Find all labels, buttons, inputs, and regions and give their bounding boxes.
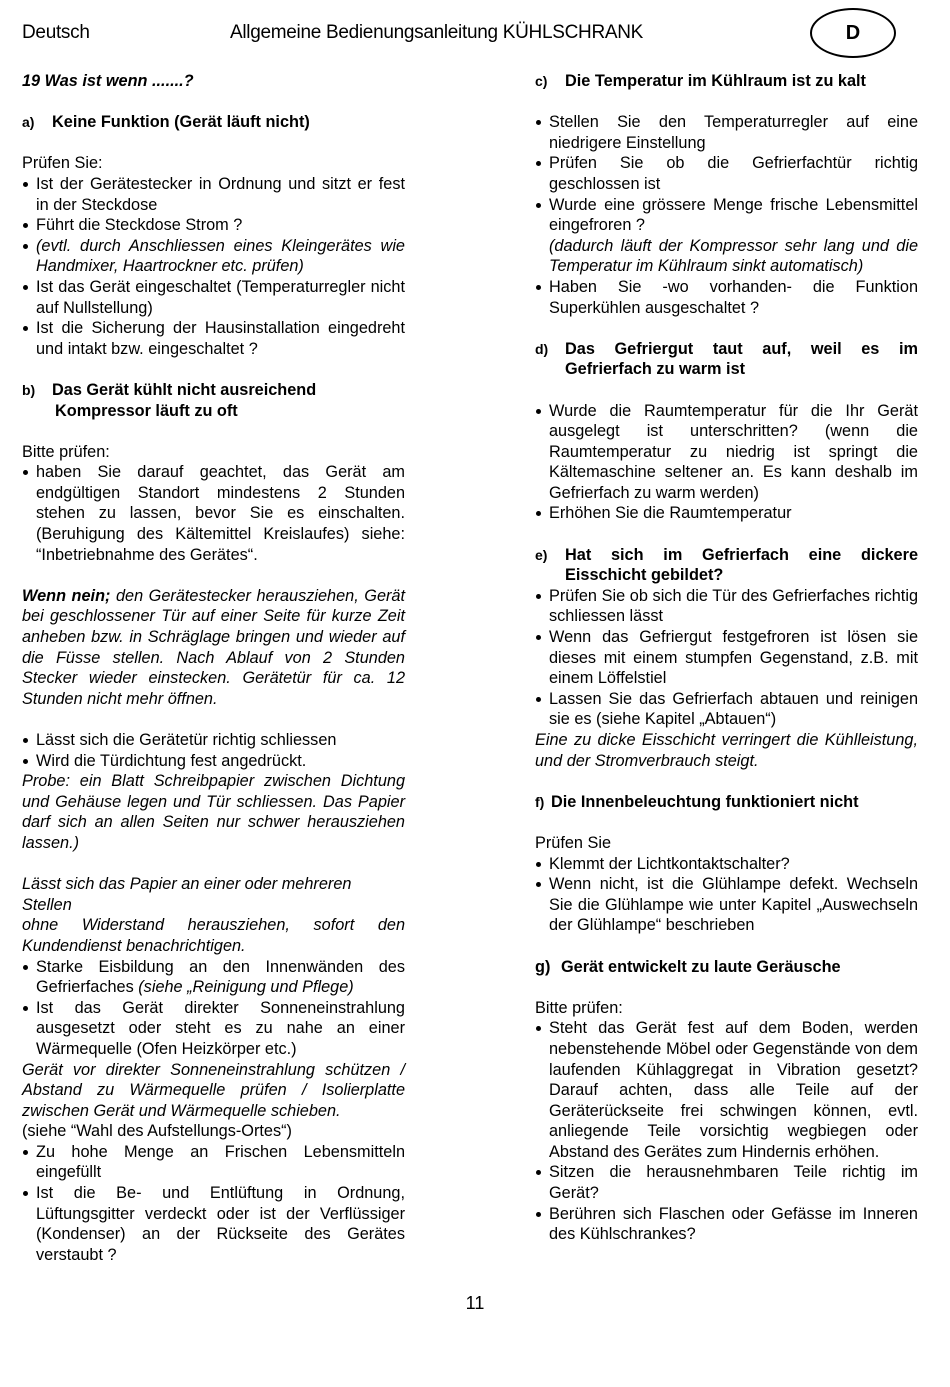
- section-letter: a): [22, 114, 35, 131]
- section-g-intro: Bitte prüfen:: [535, 998, 623, 1017]
- section-a-heading: [22, 112, 405, 133]
- section-title: Keine Funktion (Gerät läuft nicht): [52, 113, 310, 132]
- probe-paragraph: Probe: ein Blatt Schreibpapier zwischen Dichtung und Gehäuse legen und Tür schliessen. Das Papier darf sich an allen Seiten nur schwer herausziehen lassen.): [22, 772, 405, 852]
- section-b-heading: [22, 380, 405, 421]
- section-title: Die Temperatur im Kühlraum ist zu kalt: [565, 72, 866, 90]
- section-b-intro: Bitte prüfen:: [22, 442, 110, 461]
- left-column: [22, 71, 405, 1265]
- list-item: Lassen Sie das Gefrierfach abtauen und reinigen sie es (siehe Kapitel „Abtauen“): [535, 689, 918, 730]
- list-item: [22, 957, 405, 998]
- wenn-nein-label: Wenn nein;: [22, 586, 111, 605]
- section-a-intro: Prüfen Sie:: [22, 154, 103, 173]
- section-e-note: Eine zu dicke Eisschicht verringert die Kühlleistung, und der Stromverbrauch steigt.: [535, 731, 918, 770]
- list-item: Ist das Gerät eingeschaltet (Temperaturregler nicht auf Nullstellung): [22, 277, 405, 318]
- section-title: Gerät entwickelt zu laute Geräusche: [561, 957, 841, 976]
- section-e-heading: [535, 545, 918, 586]
- section-letter: f): [535, 793, 545, 810]
- list-item: Prüfen Sie ob sich die Tür des Gefrierfaches richtig schliessen lässt: [535, 586, 918, 627]
- section-f-intro: Prüfen Sie: [535, 833, 612, 852]
- section-letter: e): [535, 546, 548, 563]
- list-item: Ist die Be- und Entlüftung in Ordnung, Lüftungsgitter verdeckt oder ist der Verflüssiger (Kondenser) an der Rückseite des Gerätes verstaubt ?: [22, 1183, 405, 1265]
- list-item: Wird die Türdichtung fest angedrückt.: [22, 751, 405, 772]
- right-column: [535, 71, 918, 1245]
- siehe-line: (siehe “Wahl des Aufstellungs-Ortes“): [22, 1122, 292, 1141]
- section-letter: b): [22, 381, 36, 398]
- section-d-heading: [535, 339, 918, 380]
- papier-line: Lässt sich das Papier an einer oder mehreren Stellen: [22, 875, 352, 914]
- list-item: Erhöhen Sie die Raumtemperatur: [535, 503, 918, 524]
- language-label: Deutsch: [22, 22, 90, 43]
- list-item: Wurde die Raumtemperatur für die Ihr Gerät ausgelegt ist unterschritten? (wenn die Raumtemperatur zu niedrig ist springt die Kältemaschine seltener an. Es kann deshalb im Gefrierfach zu warm werden): [535, 401, 918, 504]
- list-item-text: Starke Eisbildung an den Innenwänden des Gefrierfaches: [36, 957, 405, 997]
- section-title: Die Innenbeleuchtung funktioniert nicht: [551, 792, 859, 811]
- schutz-paragraph: Gerät vor direkter Sonneneinstrahlung schützen / Abstand zu Wärmequelle prüfen / Isolierplatte zwischen Gerät und Wärmequelle schieben.: [22, 1060, 405, 1120]
- list-item: Ist der Gerätestecker in Ordnung und sitzt er fest in der Steckdose: [22, 174, 405, 215]
- list-item: Ist die Sicherung der Hausinstallation eingedreht und intakt bzw. eingeschaltet ?: [22, 318, 405, 359]
- list-item: Wenn das Gefriergut festgefroren ist lösen sie dieses mit einem stumpfen Gegenstand, z.B. mit einem Löffelstiel: [535, 627, 918, 689]
- chapter-heading: 19 Was ist wenn .......?: [22, 72, 194, 90]
- papier-paragraph: ohne Widerstand herausziehen, sofort den Kundendienst benachrichtigen.: [22, 916, 405, 955]
- wenn-nein-paragraph: [22, 586, 405, 710]
- list-item: Ist das Gerät direkter Sonneneinstrahlung ausgesetzt oder steht es zu nahe an einer Wärmequelle (Ofen Heizkörper etc.): [22, 998, 405, 1060]
- section-c-note: (dadurch läuft der Kompressor sehr lang und die Temperatur im Kühlraum sinkt automatisch): [549, 236, 918, 276]
- section-c-heading: [535, 71, 918, 92]
- section-g-heading: [535, 957, 918, 978]
- list-item-reference: (siehe „Reinigung und Pflege): [138, 978, 354, 997]
- list-item: Führt die Steckdose Strom ?: [22, 215, 405, 236]
- section-letter: c): [535, 73, 548, 89]
- section-letter: g): [535, 957, 551, 976]
- list-item: haben Sie darauf geachtet, das Gerät am endgültigen Standort mindestens 2 Stunden stehen zu lassen, bevor Sie es einschalten. (Beruhigung des Kältemittel Kreislaufes) siehe: “Inbetriebnahme des Gerätes“.: [22, 462, 405, 565]
- list-item: Berühren sich Flaschen oder Gefässe im Inneren des Kühlschrankes?: [535, 1204, 918, 1245]
- wenn-nein-text: den Gerätestecker herausziehen, Gerät bei geschlossener Tür auf einer Seite für kurze Zeit anheben bzw. in Schräglage bringen und wieder auf die Füsse stellen. Nach Ablauf von 2 Stunden Stecker wieder einstecken. Gerätetür für ca. 12 Stunden nicht mehr öffnen.: [22, 586, 406, 708]
- list-item: Steht das Gerät fest auf dem Boden, werden nebenstehende Möbel oder Gegenstände von dem laufenden Kühlaggregat in Vibration gesetzt? Darauf achten, dass alle Teile auf der Geräterückseite frei schwingen können, evtl. anliegende Teile vorsichtig wegbiegen oder Abstand des Gerätes zum Hindernis erhöhen.: [535, 1018, 918, 1162]
- section-title: Hat sich im Gefrierfach eine dickere Eisschicht gebildet?: [565, 545, 918, 585]
- list-item: Stellen Sie den Temperaturregler auf eine niedrigere Einstellung: [535, 112, 918, 153]
- section-title: Das Gefriergut taut auf, weil es im Gefrierfach zu warm ist: [565, 339, 918, 379]
- list-item: Prüfen Sie ob die Gefrierfachtür richtig geschlossen ist: [535, 153, 918, 194]
- list-item: Klemmt der Lichtkontaktschalter?: [535, 854, 918, 875]
- document-title: Allgemeine Bedienungsanleitung KÜHLSCHRANK: [230, 22, 644, 43]
- list-item: Wurde eine grössere Menge frische Lebensmittel eingefroren ?: [535, 195, 918, 236]
- list-item: Zu hohe Menge an Frischen Lebensmitteln eingefüllt: [22, 1142, 405, 1183]
- list-item: Haben Sie -wo vorhanden- die Funktion Superkühlen ausgeschaltet ?: [535, 277, 918, 318]
- section-letter: d): [535, 340, 549, 357]
- list-item: Lässt sich die Gerätetür richtig schliessen: [22, 730, 405, 751]
- list-item: (evtl. durch Anschliessen eines Kleingerätes wie Handmixer, Haartrockner etc. prüfen): [22, 236, 405, 277]
- list-item: Sitzen die herausnehmbaren Teile richtig im Gerät?: [535, 1162, 918, 1203]
- page-number: 11: [465, 1293, 485, 1313]
- language-badge: D: [810, 8, 896, 58]
- section-a-list: [22, 174, 405, 359]
- section-f-heading: [535, 792, 918, 813]
- section-title-line: Kompressor läuft zu oft: [55, 401, 238, 420]
- section-title-line: Das Gerät kühlt nicht ausreichend: [52, 380, 317, 399]
- section-title: [52, 380, 405, 421]
- list-item: Wenn nicht, ist die Glühlampe defekt. Wechseln Sie die Glühlampe wie unter Kapitel „Auswechseln der Glühlampe“ beschrieben: [535, 874, 918, 936]
